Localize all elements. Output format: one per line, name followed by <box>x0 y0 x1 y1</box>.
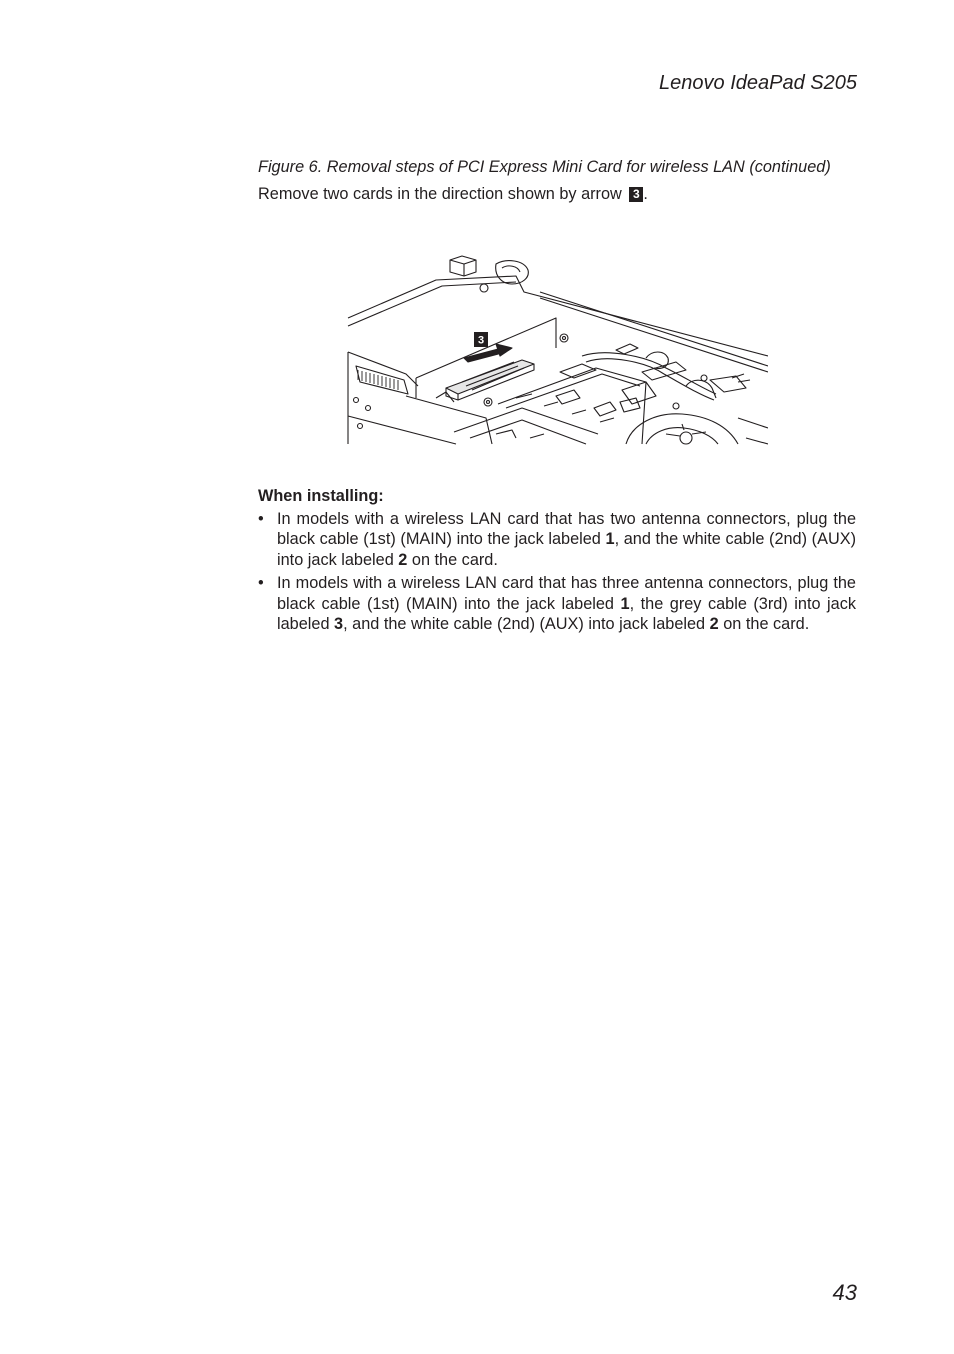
callout-step-label: 3 <box>477 334 485 347</box>
bullet-text: on the card. <box>718 615 810 633</box>
figure-caption: Figure 6. Removal steps of PCI Express Mini Card for wireless LAN (continued) <box>258 158 831 176</box>
bullet-item <box>258 573 856 635</box>
instruction-text: Remove two cards in the direction shown by arrow <box>258 185 627 203</box>
page-number: 43 <box>832 1280 857 1305</box>
jack-number: 2 <box>398 550 408 569</box>
step-number-badge: 3 <box>629 187 643 202</box>
jack-number: 1 <box>620 594 630 613</box>
installation-notes <box>258 486 856 638</box>
bullet-text: In models with a wireless LAN card that has three antenna connectors, plug the black cable (1st) (MAIN) into the jack labeled <box>277 574 856 613</box>
figure-instruction <box>258 185 648 204</box>
bullet-text: , the grey cable (3rd) into jack labeled <box>277 594 856 633</box>
bullet-text: , and the white cable (2nd) (AUX) into jack labeled <box>277 530 856 569</box>
bullet-text: on the card. <box>407 550 498 569</box>
bullet-text: , and the white cable (2nd) (AUX) into jack labeled <box>343 615 710 633</box>
laptop-internals-illustration <box>346 248 768 448</box>
bullet-marker: • <box>258 509 264 528</box>
bullet-marker: • <box>258 574 264 592</box>
running-header: Lenovo IdeaPad S205 <box>659 72 857 94</box>
section-heading: When installing: <box>258 487 384 505</box>
jack-number: 1 <box>605 530 615 548</box>
bullet-text: In models with a wireless LAN card that has two antenna connectors, plug the black cable (1st) (MAIN) into the jack labeled <box>277 509 856 548</box>
jack-number: 2 <box>709 615 719 633</box>
bullet-item <box>258 509 856 571</box>
instruction-end: . <box>643 185 648 203</box>
bullet-list <box>258 509 856 635</box>
jack-number: 3 <box>334 615 344 633</box>
